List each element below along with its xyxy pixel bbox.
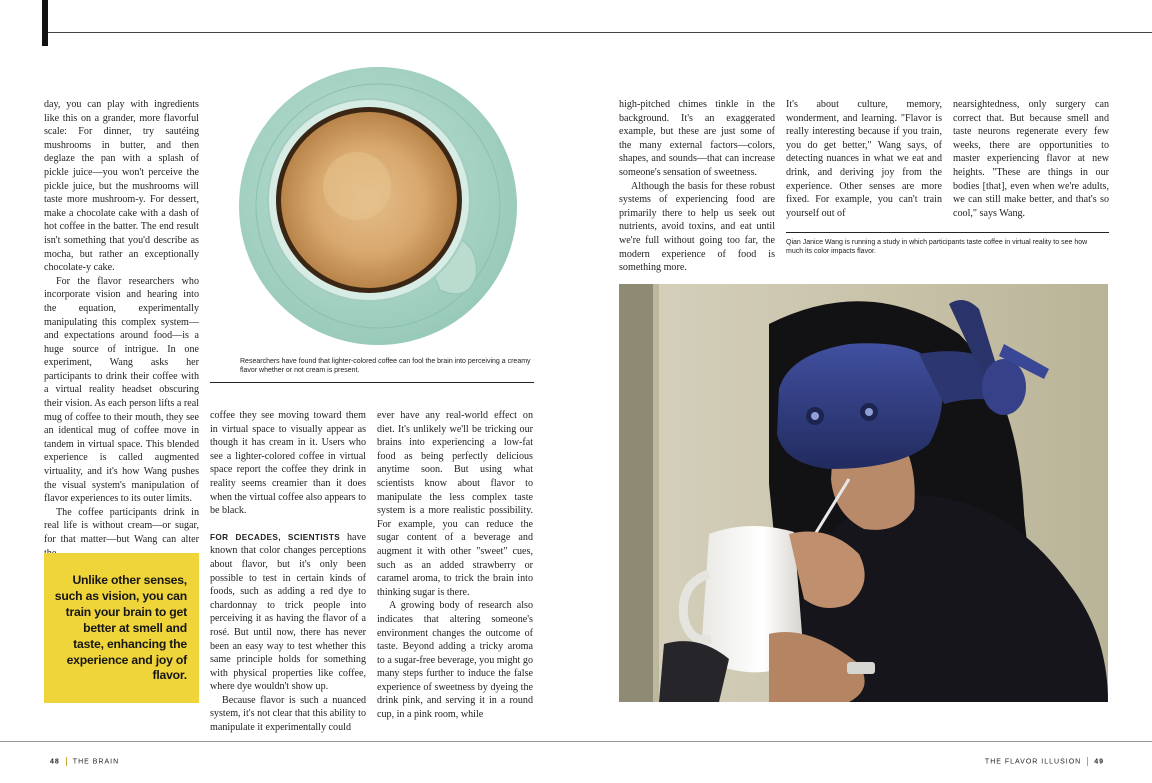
right-column-3: [953, 98, 1109, 220]
paragraph: day, you can play with ingredients like this on a grander, more flavorful scale: For dinner, try sautéing mushrooms in butter, and then deglaze the pan with a splash of pickle juice—you won't perceive the pickle juice, but the mushrooms will taste more mushroom-y. For dessert, make a chocolate cake with a dash of hot coffee in the batter. The end result isn't something that you'd describe as mocha, but rather an exceptionally chocolate-y cake.: [44, 99, 199, 274]
top-rule: [48, 32, 1152, 33]
paragraph: [210, 531, 366, 694]
left-column-3: [377, 409, 533, 722]
top-accent-bar: [42, 0, 48, 46]
page-number: 48: [50, 758, 60, 766]
left-column-1: [44, 98, 199, 560]
paragraph: nearsightedness, only surgery can correct that. But because smell and taste neurons regenerate every few weeks, there are opportunities to master experiencing flavor at new heights. "These are things in our bodies [that], even when we're adults, we can still make better, and that's so cool," says Wang.: [953, 99, 1109, 219]
paragraph: It's about culture, memory, wonderment, and learning. "Flavor is really interesting because if you train, you do get better," Wang says, of detecting nuances in what we eat and drink, and deriving joy from the experience. Other senses are more fixed. For example, you can't train yourself out of: [786, 99, 942, 219]
paragraph: Although the basis for these robust systems of experiencing food are primarily there to help us seek out nutrients, avoid toxins, and eat until we're full without going too far, the modern experience of food is something more.: [619, 180, 775, 274]
caption-rule: [210, 382, 534, 383]
paragraph: ever have any real-world effect on diet. It's unlikely we'll be tricking our brains into experiencing a low-fat food as being perfectly delicious anytime soon. But using what scientists know about flavor to manipulate the less complex taste system is a more realistic possibility. For example, you can reduce the sugar content of a beverage and augment it with other "sweet" cues, such as an added strawberry or caramel aroma, to trick the brain into thinking sugar is there.: [377, 410, 533, 598]
paragraph: Because flavor is such a nuanced system, it's not clear that this ability to manipulate it experimentally could: [210, 694, 366, 734]
folio-divider: [1087, 757, 1088, 766]
paragraph: high-pitched chimes tinkle in the background. It's an exaggerated example, but these are just some of the many external factors—colors, shapes, and sounds—that can increase someone's sensation of sweetness.: [619, 99, 775, 178]
page-number: 49: [1094, 758, 1104, 766]
left-column-2: [210, 409, 366, 735]
vr-participant-photo: [619, 284, 1108, 702]
paragraph: The coffee participants drink in real life is without cream—or sugar, for that matter—but Wang can alter: [44, 506, 199, 545]
right-column-1: [619, 98, 775, 275]
paragraph: For the flavor researchers who incorporate vision and hearing into the equation, experimentally manipulating this complex system—and expectations around food—is a huge source of intrigue. In one experiment, Wang asks her participants to drink their coffee with a virtual reality headset obscuring their vision. As each person lifts a real mug of coffee to their mouth, they see an identical mug of coffee move in tandem in virtual space. This blended experience is called augmented virtuality, and it's how Wang pushes the visual system's manipulation of flavor experiences to its outer limits.: [44, 275, 199, 505]
right-folio: [985, 757, 1104, 766]
coffee-caption: Researchers have found that lighter-colored coffee can fool the brain into perceiving a creamy flavor whether or not cream is present.: [240, 358, 531, 374]
paragraph-body: have known that color changes perceptions about flavor, but it's only been possible to test in certain kinds of foods, such as adding a red dye to chardonnay to trick people into perceiving it as having the flavor of a rosé. But until now, there has never been an easy way to test whether this same principle holds for something with physical properties like coffee, where dye wouldn't show up.: [210, 531, 367, 693]
paragraph: A growing body of research also indicates that altering someone's environment changes the outcome of taste. Beyond adding a tricky aroma to a sugar-free beverage, you might go many steps further to induce the false experience of sweetness by dyeing the drink pink, and serving it in a round cup, in a pink room, while: [377, 600, 533, 721]
left-folio: [50, 757, 119, 766]
pull-quote-box: [44, 553, 199, 703]
run-in-heading: FOR DECADES, SCIENTISTS: [210, 532, 341, 542]
section-title: THE FLAVOR ILLUSION: [984, 758, 1082, 766]
pull-quote-text: Unlike other senses, such as vision, you can train your brain to get better at smell and taste, enhancing the experience and joy of flavor.: [54, 573, 187, 683]
photo-caption: Qian Janice Wang is running a study in which participants taste coffee in virtual reality to see how much its color impacts flavor.: [786, 239, 1088, 255]
right-column-2: [786, 98, 942, 220]
section-title: THE BRAIN: [72, 758, 120, 766]
folio-divider: [66, 757, 67, 766]
vr-photo-illustration: [619, 284, 1108, 702]
coffee-cup-image: [232, 64, 544, 354]
paragraph: coffee they see moving toward them in virtual space to visually appear as though it has cream in it. Users who see a lighter-colored coffee in virtual space report the coffee they drink in reality seems creamier than it does when the virtual coffee also appears to be black.: [210, 410, 366, 517]
footer-rule: [0, 741, 1152, 742]
photo-caption-rule: [786, 232, 1109, 233]
